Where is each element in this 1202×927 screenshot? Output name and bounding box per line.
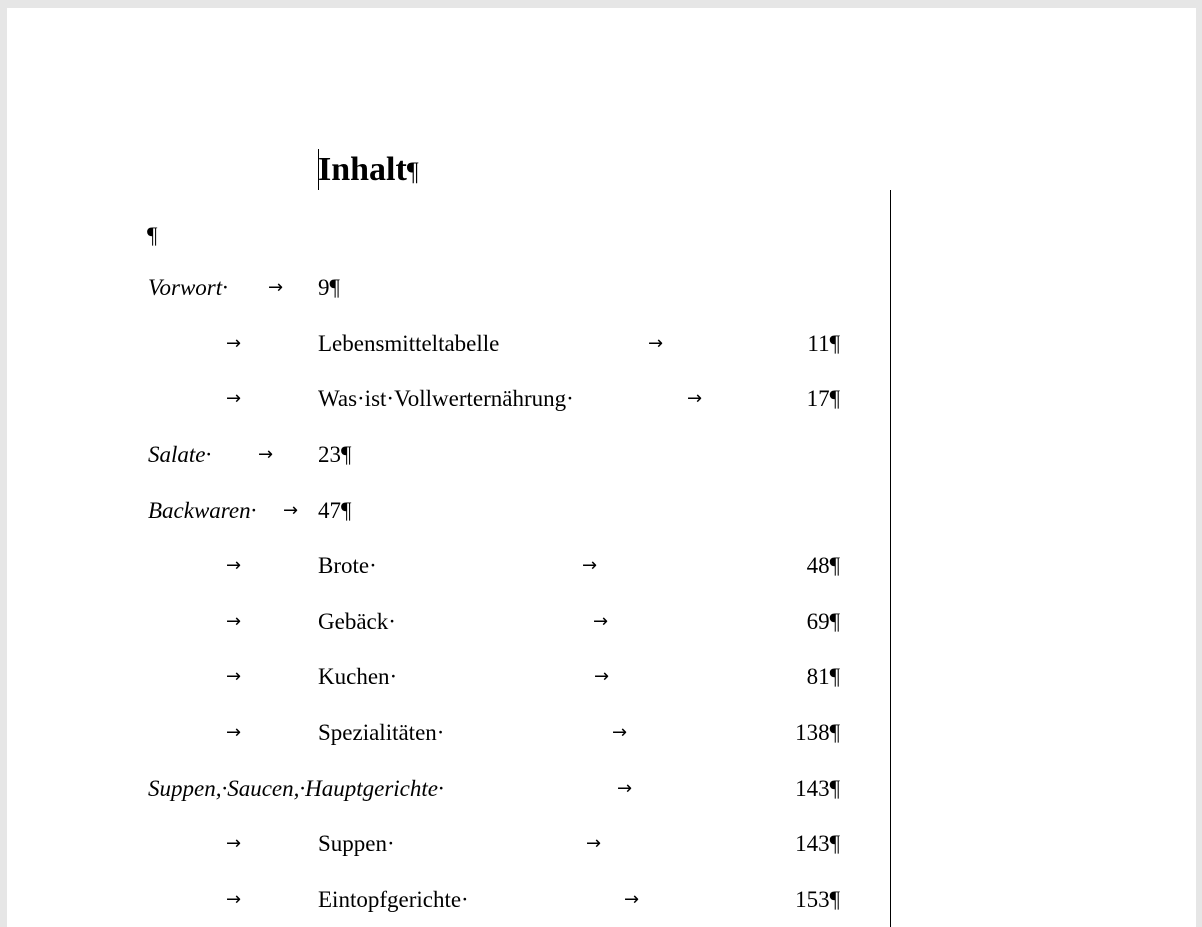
toc-entry-page[interactable]: 143¶ <box>795 831 840 856</box>
toc-entry-page[interactable]: 23¶ <box>318 442 352 467</box>
document-page[interactable] <box>7 8 1196 927</box>
toc-heading[interactable] <box>318 150 419 192</box>
toc-entry-page[interactable]: 153¶ <box>795 887 840 912</box>
tab-arrow-icon: → <box>226 333 242 354</box>
toc-entry-page[interactable]: 47¶ <box>318 498 352 523</box>
toc-entry-page[interactable]: 48¶ <box>806 553 840 578</box>
toc-entry-text[interactable]: Brote· <box>318 553 377 578</box>
toc-entry-text[interactable]: Was·ist·Vollwerternährung· <box>318 386 574 411</box>
toc-entry-page[interactable]: 9¶ <box>318 275 340 300</box>
toc-entry-text[interactable]: Suppen· <box>318 831 395 856</box>
tab-arrow-icon: → <box>226 611 242 632</box>
toc-entry-text[interactable]: Salate· <box>148 442 212 467</box>
tab-arrow-icon: → <box>226 722 242 743</box>
tab-arrow-icon: → <box>268 277 284 298</box>
tab-arrow-icon: → <box>648 333 664 354</box>
tab-arrow-icon: → <box>283 500 299 521</box>
toc-entry-text[interactable]: Suppen,·Saucen,·Hauptgerichte· <box>148 776 444 801</box>
pilcrow-mark: ¶ <box>406 157 419 186</box>
toc-entry-page[interactable]: 143¶ <box>795 776 840 801</box>
toc-entry-page[interactable]: 69¶ <box>806 609 840 634</box>
toc-entry-text[interactable]: Vorwort· <box>148 275 228 300</box>
tab-arrow-icon: → <box>612 722 628 743</box>
tab-arrow-icon: → <box>617 778 633 799</box>
tab-arrow-icon: → <box>582 555 598 576</box>
toc-entry-text[interactable]: Gebäck· <box>318 609 396 634</box>
tab-arrow-icon: → <box>226 666 242 687</box>
toc-entry-page[interactable]: 81¶ <box>806 664 840 689</box>
toc-entry-page[interactable]: 11¶ <box>807 331 840 356</box>
toc-heading-text: Inhalt <box>318 151 407 188</box>
empty-paragraph-mark[interactable]: ¶ <box>147 223 158 248</box>
tab-arrow-icon: → <box>593 611 609 632</box>
tab-arrow-icon: → <box>226 555 242 576</box>
toc-entry-text[interactable]: Backwaren· <box>148 498 257 523</box>
toc-entry-text[interactable]: Lebensmitteltabelle <box>318 331 500 356</box>
tab-arrow-icon: → <box>226 388 242 409</box>
tab-arrow-icon: → <box>258 444 274 465</box>
tab-arrow-icon: → <box>226 833 242 854</box>
tab-arrow-icon: → <box>687 388 703 409</box>
toc-entry-text[interactable]: Eintopfgerichte· <box>318 887 469 912</box>
tab-arrow-icon: → <box>586 833 602 854</box>
toc-entry-text[interactable]: Kuchen· <box>318 664 398 689</box>
right-margin-line <box>890 190 891 927</box>
toc-entry-page[interactable]: 138¶ <box>795 720 840 745</box>
toc-entry-page[interactable]: 17¶ <box>806 386 840 411</box>
tab-arrow-icon: → <box>624 889 640 910</box>
tab-arrow-icon: → <box>226 889 242 910</box>
toc-entry-text[interactable]: Spezialitäten· <box>318 720 445 745</box>
tab-arrow-icon: → <box>594 666 610 687</box>
